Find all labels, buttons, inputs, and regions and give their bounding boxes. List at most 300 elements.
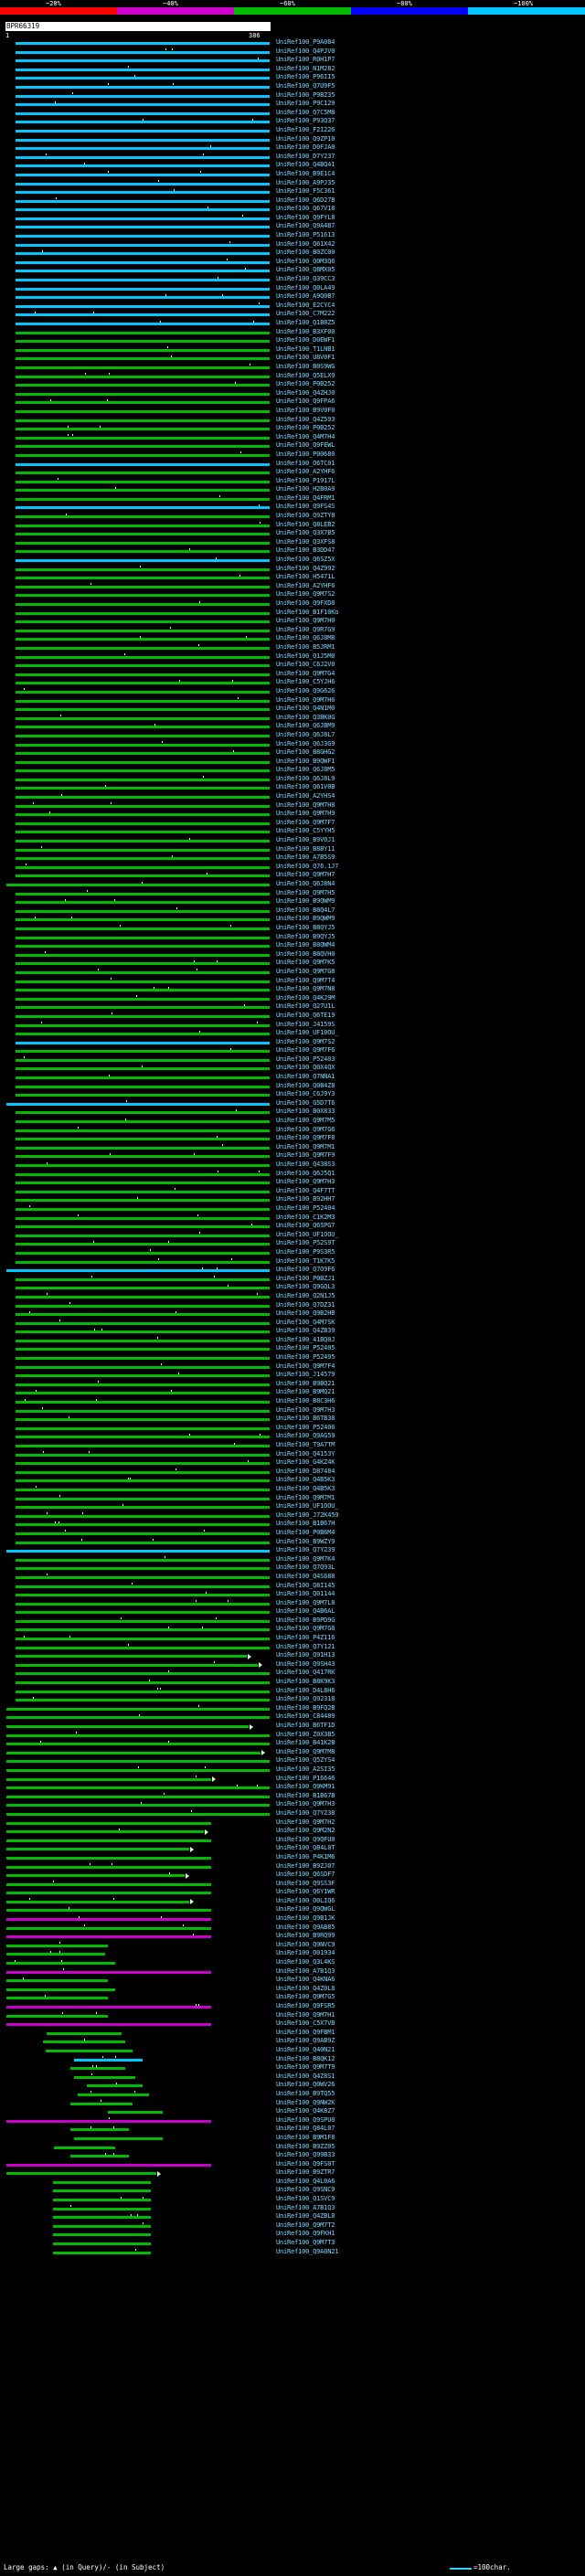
subject-id-label[interactable]: UniRef100_T1LNB1: [276, 345, 335, 353]
hsp-bar[interactable]: [6, 1550, 270, 1553]
hsp-bar[interactable]: [16, 744, 270, 747]
subject-id-label[interactable]: UniRef100_B3XF00: [276, 327, 335, 335]
hsp-bar[interactable]: [6, 1804, 270, 1807]
subject-id-label[interactable]: UniRef100_P1917L: [276, 476, 335, 484]
hsp-bar[interactable]: [6, 1909, 211, 1912]
subject-id-label[interactable]: UniRef100_Q9M7M5: [276, 1117, 335, 1125]
subject-id-label[interactable]: UniRef100_Q4BQ41: [276, 161, 335, 169]
subject-id-label[interactable]: UniRef100_D0FJA0: [276, 143, 335, 152]
subject-id-label[interactable]: UniRef100_P0B6M4: [276, 1528, 335, 1536]
hsp-bar[interactable]: [16, 1155, 270, 1158]
hsp-bar[interactable]: [16, 1655, 247, 1658]
subject-id-label[interactable]: UniRef100_Q91H13: [276, 1651, 335, 1659]
subject-id-label[interactable]: UniRef100_B0X833: [276, 1108, 335, 1116]
subject-id-label[interactable]: UniRef100_Q8I145: [276, 1581, 335, 1589]
hsp-bar[interactable]: [16, 1410, 270, 1413]
subject-id-label[interactable]: UniRef100_B5JRM1: [276, 642, 335, 651]
subject-id-label[interactable]: UniRef100_H5471L: [276, 573, 335, 581]
hsp-bar[interactable]: [16, 340, 270, 343]
subject-id-label[interactable]: UniRef100_Q4ZBL8: [276, 2212, 335, 2221]
hsp-bar[interactable]: [16, 1164, 270, 1167]
hsp-bar[interactable]: [6, 1892, 211, 1894]
subject-id-label[interactable]: UniRef100_Q6TE19: [276, 1011, 335, 1019]
subject-id-label[interactable]: UniRef100_B8BY11: [276, 844, 335, 853]
subject-id-label[interactable]: UniRef100_A2YHS4: [276, 792, 335, 800]
subject-id-label[interactable]: UniRef100_Q9GQL3: [276, 1283, 335, 1291]
subject-id-label[interactable]: UniRef100_B9TQ55: [276, 2089, 335, 2097]
subject-id-label[interactable]: UniRef100_Q6Y1WR: [276, 1888, 335, 1896]
hsp-bar[interactable]: [16, 244, 270, 247]
hsp-bar[interactable]: [6, 1927, 211, 1930]
hsp-bar[interactable]: [16, 1647, 270, 1649]
hsp-bar[interactable]: [16, 989, 270, 991]
subject-id-label[interactable]: UniRef100_B92HH7: [276, 1195, 335, 1203]
hsp-bar[interactable]: [16, 1261, 270, 1264]
subject-id-label[interactable]: UniRef100_P96II5: [276, 73, 335, 81]
hsp-bar[interactable]: [78, 2094, 150, 2096]
hsp-bar[interactable]: [6, 1734, 270, 1737]
subject-id-label[interactable]: UniRef100_Q1J5M0: [276, 652, 335, 660]
subject-id-label[interactable]: UniRef100_Q5ELX9: [276, 371, 335, 379]
subject-id-label[interactable]: UniRef100_UF1OOU_: [276, 1502, 339, 1511]
hsp-bar[interactable]: [16, 279, 270, 281]
subject-id-label[interactable]: UniRef100_Q9M7M1: [276, 1142, 335, 1150]
hsp-bar[interactable]: [16, 866, 270, 869]
hsp-bar[interactable]: [16, 1173, 270, 1176]
hsp-bar[interactable]: [16, 1147, 270, 1150]
subject-id-label[interactable]: UniRef100_A9PJ35: [276, 178, 335, 186]
subject-id-label[interactable]: UniRef100_B8GHG2: [276, 748, 335, 757]
subject-id-label[interactable]: UniRef100_B6TB38: [276, 1415, 335, 1423]
hsp-bar[interactable]: [6, 2023, 211, 2026]
hsp-bar[interactable]: [6, 2172, 156, 2175]
subject-id-label[interactable]: UniRef100_B0S9WG: [276, 362, 335, 370]
subject-id-label[interactable]: UniRef100_Q4153Y: [276, 1449, 335, 1458]
hsp-bar[interactable]: [16, 805, 270, 808]
subject-id-label[interactable]: UniRef100_B9M1F8: [276, 2133, 335, 2141]
hsp-bar[interactable]: [6, 2015, 108, 2018]
subject-id-label[interactable]: UniRef100_Q01144: [276, 1590, 335, 1598]
hsp-bar[interactable]: [16, 1454, 270, 1457]
hsp-bar[interactable]: [16, 1594, 270, 1596]
hsp-bar[interactable]: [16, 1691, 270, 1693]
subject-id-label[interactable]: UniRef100_P0B252: [276, 380, 335, 388]
subject-id-label[interactable]: UniRef100_A7B1Q3: [276, 1966, 335, 1975]
hsp-bar[interactable]: [16, 630, 270, 632]
subject-id-label[interactable]: UniRef100_Q3BK0G: [276, 713, 335, 721]
subject-id-label[interactable]: UniRef100_Q7C5M8: [276, 108, 335, 116]
hsp-bar[interactable]: [16, 1086, 270, 1088]
subject-id-label[interactable]: UniRef100_G4KZ4K: [276, 1458, 335, 1467]
subject-id-label[interactable]: UniRef100_G5D7T6: [276, 1098, 335, 1107]
subject-id-label[interactable]: UniRef100_Q7U9F5: [276, 81, 335, 90]
hsp-bar[interactable]: [16, 261, 270, 264]
subject-id-label[interactable]: UniRef100_P93Q37: [276, 117, 335, 125]
subject-id-label[interactable]: UniRef100_Q9AG59: [276, 1432, 335, 1440]
subject-id-label[interactable]: UniRef100_Q9M7H3: [276, 1800, 335, 1808]
hsp-bar[interactable]: [16, 288, 270, 291]
hsp-bar[interactable]: [16, 419, 270, 422]
hsp-bar[interactable]: [16, 813, 270, 816]
subject-id-label[interactable]: UniRef100_Q9B1JK: [276, 1914, 335, 1923]
subject-id-label[interactable]: UniRef100_Q9M7T9: [276, 2063, 335, 2072]
hsp-bar[interactable]: [53, 2252, 151, 2254]
subject-id-label[interactable]: UniRef100_P9S3R5: [276, 1247, 335, 1256]
hsp-bar[interactable]: [16, 542, 270, 545]
hsp-bar[interactable]: [16, 1067, 270, 1070]
hsp-bar[interactable]: [16, 1611, 270, 1614]
subject-id-label[interactable]: UniRef100_A7B1Q3: [276, 2203, 335, 2211]
subject-id-label[interactable]: UniRef100_A2YHF6: [276, 581, 335, 589]
hsp-bar[interactable]: [53, 2199, 151, 2201]
hsp-bar[interactable]: [16, 174, 270, 176]
hsp-bar[interactable]: [16, 1542, 270, 1544]
hsp-bar[interactable]: [16, 875, 270, 877]
subject-id-label[interactable]: UniRef100_B1B67H: [276, 1520, 335, 1528]
subject-id-label[interactable]: UniRef100_A7B5S9: [276, 853, 335, 862]
hsp-bar[interactable]: [6, 1945, 108, 1947]
subject-id-label[interactable]: UniRef100_P16646: [276, 1774, 335, 1782]
subject-id-label[interactable]: UniRef100_Q6J8L9: [276, 774, 335, 782]
hsp-bar[interactable]: [16, 559, 270, 562]
subject-id-label[interactable]: UniRef100_Q8MX05: [276, 266, 335, 274]
hsp-bar[interactable]: [16, 164, 270, 167]
hsp-bar[interactable]: [6, 1988, 115, 1991]
subject-id-label[interactable]: UniRef100_Q9FS0T: [276, 2159, 335, 2168]
hsp-bar[interactable]: [70, 2155, 129, 2157]
subject-id-label[interactable]: UniRef100_C5X7VB: [276, 2019, 335, 2028]
subject-id-label[interactable]: UniRef100_Q9M7H5: [276, 888, 335, 896]
subject-id-label[interactable]: UniRef100_Q9QWGL: [276, 1905, 335, 1913]
subject-id-label[interactable]: UniRef100_Q40N21: [276, 2045, 335, 2053]
subject-id-label[interactable]: UniRef100_Q9ZTY8: [276, 512, 335, 520]
subject-id-label[interactable]: UniRef100_D0EWF1: [276, 336, 335, 345]
subject-id-label[interactable]: UniRef100_Q4B5K3: [276, 1484, 335, 1492]
subject-id-label[interactable]: UniRef100_Q9KM91: [276, 1783, 335, 1791]
subject-id-label[interactable]: UniRef100_Q4B6AL: [276, 1607, 335, 1616]
hsp-bar[interactable]: [53, 2181, 151, 2184]
hsp-bar[interactable]: [16, 86, 270, 89]
hsp-bar[interactable]: [16, 1603, 270, 1606]
hsp-bar[interactable]: [16, 454, 270, 457]
subject-id-label[interactable]: UniRef100_Q6J8N4: [276, 880, 335, 887]
subject-id-label[interactable]: UniRef100_Q84L0T: [276, 1844, 335, 1852]
hsp-bar[interactable]: [6, 1997, 108, 1999]
subject-id-label[interactable]: UniRef100_Q6JBM9: [276, 722, 335, 730]
subject-id-label[interactable]: UniRef100_A2YHF6: [276, 468, 335, 476]
hsp-bar[interactable]: [16, 673, 270, 676]
hsp-bar[interactable]: [16, 998, 270, 1001]
hsp-bar[interactable]: [6, 1786, 270, 1789]
subject-id-label[interactable]: UniRef100_Q6SZ5X: [276, 556, 335, 564]
hsp-bar[interactable]: [16, 682, 270, 684]
subject-id-label[interactable]: UniRef100_B9WZY9: [276, 1537, 335, 1545]
hsp-bar[interactable]: [16, 1217, 270, 1220]
hsp-bar[interactable]: [6, 1760, 270, 1763]
subject-id-label[interactable]: UniRef100_Q4Z8S1: [276, 2072, 335, 2080]
hsp-bar[interactable]: [16, 962, 270, 965]
subject-id-label[interactable]: UniRef100_Q9M7K4: [276, 1554, 335, 1563]
subject-id-label[interactable]: UniRef100_C6J2V0: [276, 661, 335, 669]
subject-id-label[interactable]: UniRef100_B9QWM9: [276, 897, 335, 906]
subject-id-label[interactable]: UniRef100_Q6SPG7: [276, 1222, 335, 1230]
subject-id-label[interactable]: UniRef100_UF1OOU_: [276, 1230, 339, 1238]
hsp-bar[interactable]: [16, 1681, 270, 1684]
subject-id-label[interactable]: UniRef100_Q7NNA1: [276, 1073, 335, 1081]
hsp-bar[interactable]: [16, 1305, 270, 1308]
hsp-bar[interactable]: [16, 1243, 270, 1246]
hsp-bar[interactable]: [16, 1445, 270, 1447]
subject-id-label[interactable]: UniRef100_Q9FSR5: [276, 2002, 335, 2009]
hsp-bar[interactable]: [6, 1752, 261, 1754]
subject-id-label[interactable]: UniRef100_Q1SVC9: [276, 2195, 335, 2203]
hsp-bar[interactable]: [6, 2164, 211, 2167]
hsp-bar[interactable]: [16, 1672, 270, 1675]
hsp-bar[interactable]: [16, 270, 270, 272]
subject-id-label[interactable]: UniRef100_Q9M7M8: [276, 1747, 335, 1755]
hsp-bar[interactable]: [6, 1874, 185, 1877]
subject-id-label[interactable]: UniRef100_Q8LEB2: [276, 520, 335, 528]
hsp-bar[interactable]: [16, 1278, 270, 1281]
hsp-bar[interactable]: [16, 1252, 270, 1255]
hsp-bar[interactable]: [16, 357, 270, 360]
subject-id-label[interactable]: UniRef100_Q9NW2K: [276, 2098, 335, 2106]
subject-id-label[interactable]: UniRef100_Q1B8Z5: [276, 319, 335, 326]
subject-id-label[interactable]: UniRef100_Q9G626: [276, 686, 335, 694]
subject-id-label[interactable]: UniRef100_Q9SS3F: [276, 1879, 335, 1887]
subject-id-label[interactable]: UniRef100_P9A084: [276, 38, 335, 46]
subject-id-label[interactable]: UniRef100_Q61X42: [276, 239, 335, 248]
hsp-bar[interactable]: [16, 1559, 270, 1562]
hsp-bar[interactable]: [16, 1006, 270, 1009]
subject-id-label[interactable]: UniRef100_B8QK12: [276, 2054, 335, 2062]
subject-id-label[interactable]: UniRef100_P4K1M6: [276, 1852, 335, 1860]
subject-id-label[interactable]: UniRef100_P51613: [276, 231, 335, 239]
hsp-bar[interactable]: [16, 498, 270, 501]
hsp-bar[interactable]: [16, 726, 270, 728]
subject-id-label[interactable]: UniRef100_Q4Z0L8: [276, 1984, 335, 1992]
subject-id-label[interactable]: UniRef100_B0ZC00: [276, 249, 335, 257]
subject-id-label[interactable]: UniRef100_Q7Q93L: [276, 1564, 335, 1572]
subject-id-label[interactable]: UniRef100_Q6J8L7: [276, 730, 335, 738]
subject-id-label[interactable]: UniRef100_B9E1C4: [276, 169, 335, 177]
hsp-bar[interactable]: [16, 1322, 270, 1325]
subject-id-label[interactable]: UniRef100_B6TF1D: [276, 1722, 335, 1729]
hsp-bar[interactable]: [16, 1620, 270, 1623]
subject-id-label[interactable]: UniRef100_D87484: [276, 1467, 335, 1475]
subject-id-label[interactable]: UniRef100_Q9AB85: [276, 1923, 335, 1931]
subject-id-label[interactable]: UniRef100_U8V0F1: [276, 354, 335, 362]
subject-id-label[interactable]: UniRef100_Q5ZYS4: [276, 1756, 335, 1765]
subject-id-label[interactable]: UniRef100_C7M222: [276, 310, 335, 318]
subject-id-label[interactable]: UniRef100_Q9FKH1: [276, 2230, 335, 2238]
subject-id-label[interactable]: UniRef100_Q438S3: [276, 1161, 335, 1168]
subject-id-label[interactable]: UniRef100_Q3XFS8: [276, 537, 335, 546]
subject-id-label[interactable]: UniRef100_Q76.1J7: [276, 862, 339, 870]
hsp-bar[interactable]: [16, 1366, 270, 1369]
subject-id-label[interactable]: UniRef100_Q9M7H1: [276, 2010, 335, 2019]
subject-id-label[interactable]: UniRef100_F2I226: [276, 125, 335, 133]
hsp-bar[interactable]: [16, 691, 270, 694]
hsp-bar[interactable]: [16, 1059, 270, 1062]
subject-id-label[interactable]: UniRef100_Q9M7F4: [276, 1362, 335, 1370]
subject-id-label[interactable]: UniRef100_Q7Y121: [276, 1642, 335, 1650]
hsp-bar[interactable]: [16, 700, 270, 703]
hsp-bar[interactable]: [16, 1287, 270, 1289]
hsp-bar[interactable]: [16, 384, 270, 387]
hsp-bar[interactable]: [16, 1235, 270, 1237]
subject-id-label[interactable]: UniRef100_B8QVH0: [276, 949, 335, 958]
hsp-bar[interactable]: [16, 1585, 270, 1588]
subject-id-label[interactable]: UniRef100_Q6J8M8: [276, 634, 335, 642]
hsp-bar[interactable]: [16, 769, 270, 772]
hsp-bar[interactable]: [16, 796, 270, 799]
hsp-bar[interactable]: [16, 1129, 270, 1132]
subject-id-label[interactable]: UniRef100_B1B67B: [276, 1791, 335, 1799]
subject-id-label[interactable]: UniRef100_J14579: [276, 1371, 335, 1379]
subject-id-label[interactable]: UniRef100_Q9FBM1: [276, 2028, 335, 2036]
hsp-bar[interactable]: [16, 1138, 270, 1140]
hsp-bar[interactable]: [16, 376, 270, 378]
subject-id-label[interactable]: UniRef100_P52404: [276, 1203, 335, 1212]
subject-id-label[interactable]: UniRef100_Q9M7M1: [276, 1493, 335, 1501]
subject-id-label[interactable]: UniRef100_P9BZ35: [276, 90, 335, 99]
hsp-bar[interactable]: [16, 332, 270, 334]
hsp-bar[interactable]: [16, 296, 270, 299]
hsp-bar[interactable]: [16, 910, 270, 913]
subject-id-label[interactable]: UniRef100_B8QWM4: [276, 941, 335, 949]
subject-id-label[interactable]: UniRef100_41BQ0J: [276, 1335, 335, 1343]
hsp-bar[interactable]: [16, 1340, 270, 1342]
hsp-bar[interactable]: [16, 901, 270, 904]
hsp-bar[interactable]: [16, 1523, 270, 1526]
subject-id-label[interactable]: UniRef100_Q4S688: [276, 1572, 335, 1580]
hsp-bar[interactable]: [16, 235, 270, 238]
hsp-bar[interactable]: [16, 1094, 270, 1097]
subject-id-label[interactable]: UniRef100_Q4KNA6: [276, 1976, 335, 1984]
hsp-bar[interactable]: [16, 849, 270, 852]
hsp-bar[interactable]: [16, 1471, 270, 1474]
hsp-bar[interactable]: [108, 2111, 163, 2114]
hsp-bar[interactable]: [16, 147, 270, 150]
subject-id-label[interactable]: UniRef100_Q9M7T4: [276, 976, 335, 984]
hsp-bar[interactable]: [6, 1979, 108, 1982]
hsp-bar[interactable]: [6, 1103, 270, 1106]
hsp-bar[interactable]: [70, 2103, 132, 2105]
subject-id-label[interactable]: UniRef100_P0B252: [276, 424, 335, 432]
hsp-bar[interactable]: [47, 2032, 122, 2035]
hsp-bar[interactable]: [16, 1050, 270, 1053]
hsp-bar[interactable]: [16, 1515, 270, 1518]
hsp-bar[interactable]: [74, 2076, 135, 2079]
hsp-bar[interactable]: [53, 2189, 151, 2192]
hsp-bar[interactable]: [6, 1708, 270, 1711]
hsp-bar[interactable]: [16, 1401, 270, 1404]
subject-id-label[interactable]: UniRef100_Q9SH43: [276, 1659, 335, 1668]
subject-id-label[interactable]: UniRef100_P0BZJ1: [276, 1274, 335, 1282]
subject-id-label[interactable]: UniRef100_O6TC01: [276, 459, 335, 467]
subject-id-label[interactable]: UniRef100_Q4Z992: [276, 564, 335, 572]
subject-id-label[interactable]: UniRef100_Q6J5Q1: [276, 1169, 335, 1177]
subject-id-label[interactable]: UniRef100_Q4Z593: [276, 415, 335, 423]
hsp-bar[interactable]: [16, 437, 270, 440]
subject-id-label[interactable]: UniRef100_Q9A4B7: [276, 222, 335, 230]
alignment-row[interactable]: [0, 2249, 585, 2258]
subject-id-label[interactable]: UniRef100_Q9M7S2: [276, 590, 335, 599]
hsp-bar[interactable]: [16, 638, 270, 641]
subject-id-label[interactable]: UniRef100_Q6D27B: [276, 196, 335, 204]
hsp-bar[interactable]: [16, 1024, 270, 1027]
hsp-bar[interactable]: [16, 1699, 270, 1701]
subject-id-label[interactable]: UniRef100_Q4ZB39: [276, 1327, 335, 1335]
subject-id-label[interactable]: UniRef100_Q92318: [276, 1695, 335, 1703]
hsp-bar[interactable]: [6, 1716, 270, 1719]
subject-id-label[interactable]: UniRef100_B9QWF1: [276, 757, 335, 765]
hsp-bar[interactable]: [16, 472, 270, 474]
hsp-bar[interactable]: [16, 664, 270, 667]
subject-id-label[interactable]: UniRef100_T9A7TM: [276, 1441, 335, 1448]
subject-id-label[interactable]: UniRef100_Q4K8Z7: [276, 2107, 335, 2115]
hsp-bar[interactable]: [16, 1567, 270, 1570]
subject-id-label[interactable]: UniRef100_Q4PJV0: [276, 47, 335, 55]
hsp-bar[interactable]: [16, 1182, 270, 1184]
hsp-bar[interactable]: [16, 620, 270, 623]
subject-id-label[interactable]: UniRef100_Q4M7H4: [276, 432, 335, 440]
hsp-bar[interactable]: [16, 1330, 270, 1333]
hsp-bar[interactable]: [43, 2041, 125, 2043]
hsp-bar[interactable]: [16, 603, 270, 606]
hsp-bar[interactable]: [16, 1427, 270, 1430]
subject-id-label[interactable]: UniRef100_B9FQ2B: [276, 1703, 335, 1712]
hsp-bar[interactable]: [16, 401, 270, 404]
hsp-bar[interactable]: [6, 2120, 211, 2123]
subject-id-label[interactable]: UniRef100_P9C129: [276, 100, 335, 108]
subject-id-label[interactable]: UniRef100_Q9M7G8: [276, 967, 335, 975]
hsp-bar[interactable]: [16, 1638, 270, 1640]
subject-id-label[interactable]: UniRef100_Q4L0A6: [276, 2177, 335, 2185]
subject-id-label[interactable]: UniRef100_B9RQ99: [276, 1932, 335, 1940]
subject-id-label[interactable]: UniRef100_Q9B2HB: [276, 1309, 335, 1318]
hsp-bar[interactable]: [16, 1532, 270, 1535]
subject-id-label[interactable]: UniRef100_P00680: [276, 450, 335, 458]
hsp-bar[interactable]: [16, 918, 270, 921]
hsp-bar[interactable]: [6, 1901, 189, 1903]
hsp-bar[interactable]: [16, 1225, 270, 1228]
hsp-bar[interactable]: [16, 95, 270, 98]
subject-id-label[interactable]: UniRef100_Q99B33: [276, 2151, 335, 2159]
hsp-bar[interactable]: [16, 1436, 270, 1438]
subject-id-label[interactable]: UniRef100_R0H1P7: [276, 56, 335, 64]
subject-id-label[interactable]: UniRef100_Q9M7N8: [276, 985, 335, 993]
subject-id-label[interactable]: UniRef100_Q9M7H3: [276, 1178, 335, 1186]
subject-id-label[interactable]: UniRef100_Q9M7H9: [276, 810, 335, 818]
subject-id-label[interactable]: UniRef100_B9QYJ5: [276, 932, 335, 940]
hsp-bar[interactable]: [16, 1498, 270, 1500]
hsp-bar[interactable]: [6, 1725, 249, 1728]
hsp-bar[interactable]: [16, 200, 270, 203]
hsp-bar[interactable]: [16, 428, 270, 430]
subject-id-label[interactable]: UniRef100_H2B0A9: [276, 485, 335, 493]
subject-id-label[interactable]: UniRef100_Q6J8M5: [276, 766, 335, 774]
subject-id-label[interactable]: UniRef100_Q9FXD8: [276, 599, 335, 607]
subject-id-label[interactable]: UniRef100_Q6J3G9: [276, 739, 335, 747]
hsp-bar[interactable]: [16, 1374, 270, 1377]
subject-id-label[interactable]: UniRef100_Q4FRM1: [276, 493, 335, 502]
hsp-bar[interactable]: [16, 577, 270, 579]
subject-id-label[interactable]: UniRef100_Q0B4Z8: [276, 1081, 335, 1089]
hsp-bar[interactable]: [16, 51, 270, 54]
hsp-bar[interactable]: [16, 121, 270, 123]
